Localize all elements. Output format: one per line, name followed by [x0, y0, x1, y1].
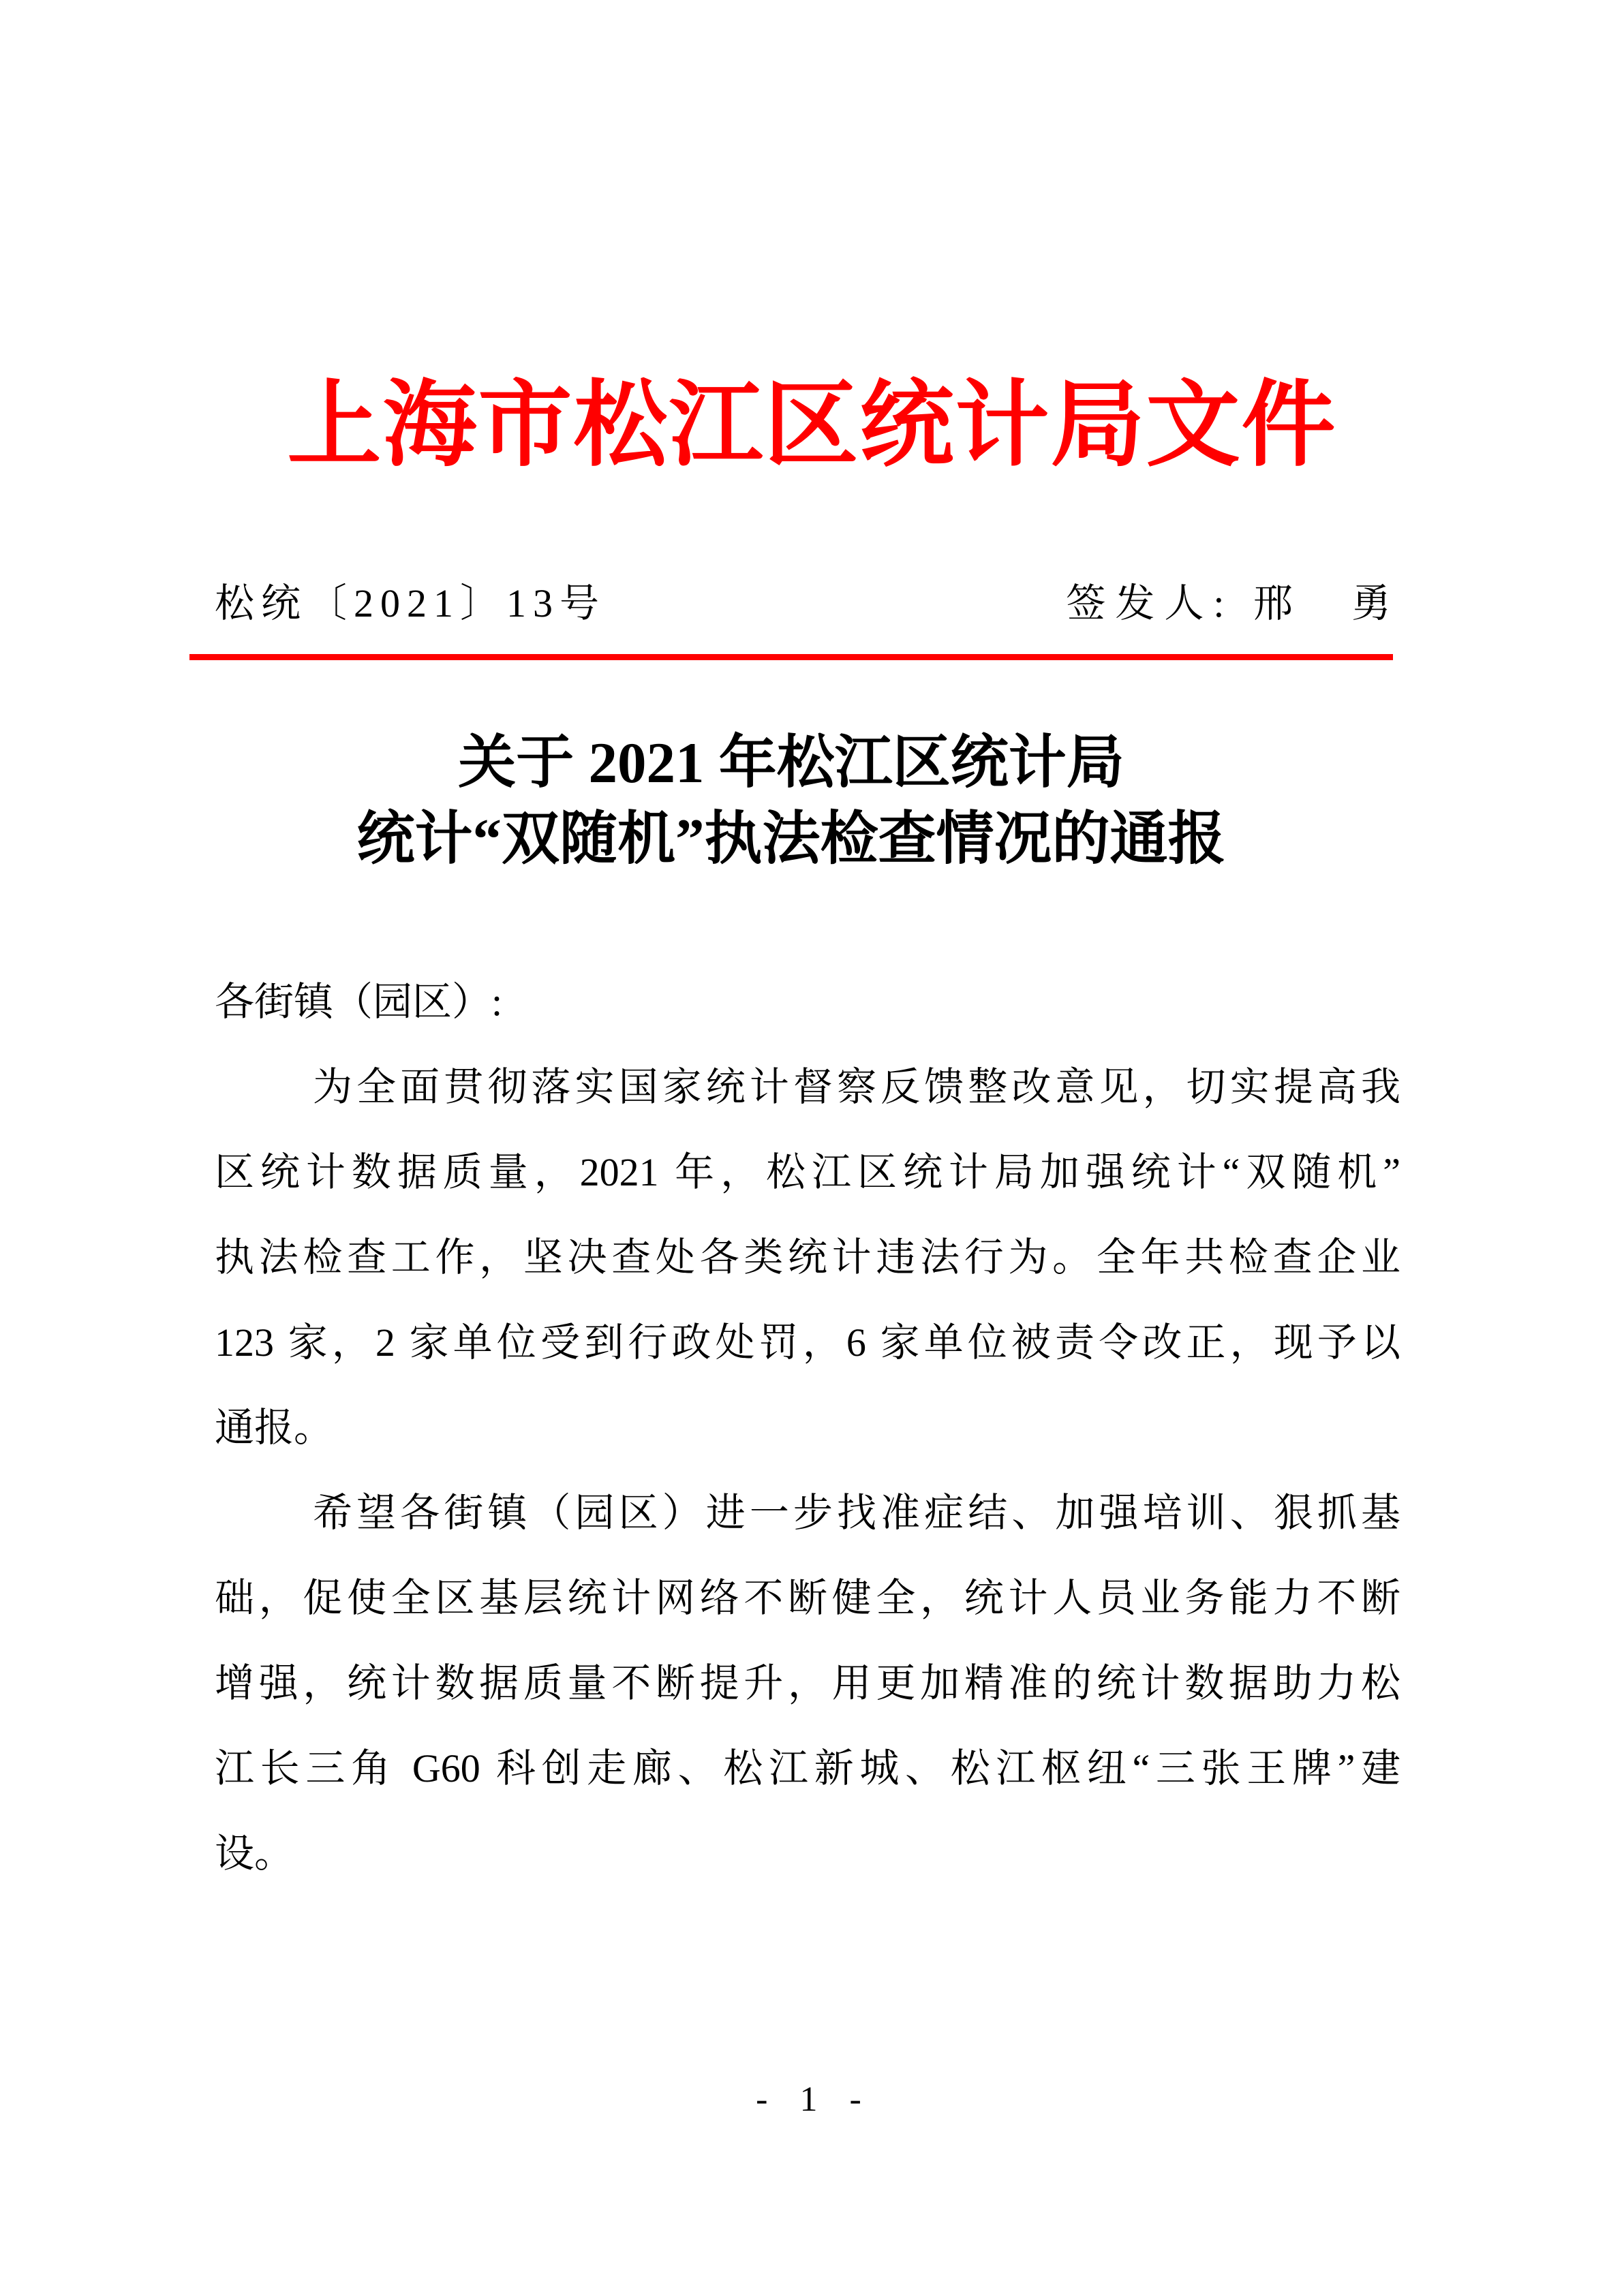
page-number: - 1 -	[756, 2080, 868, 2119]
red-divider-line	[189, 654, 1393, 660]
document-number-row	[215, 576, 1400, 631]
document-title-line-1: 关于 2021 年松江区统计局	[458, 731, 1124, 795]
salutation-line: 各街镇（园区）:	[215, 980, 503, 1024]
document-title	[189, 725, 1393, 878]
body-line: 设。	[215, 1831, 294, 1876]
document-title-line-2: 统计“双随机”执法检查情况的通报	[356, 807, 1226, 871]
body-line: 础，促使全区基层统计网络不断健全，统计人员业务能力不断	[215, 1576, 1400, 1620]
body-line: 为全面贯彻落实国家统计督察反馈整改意见，切实提高我	[313, 1065, 1400, 1109]
body-line: 希望各街镇（园区）进一步找准症结、加强培训、狠抓基	[313, 1491, 1400, 1535]
document-number: 松统〔2021〕13号	[215, 581, 607, 625]
body-line: 江长三角 G60 科创走廊、松江新城、松江枢纽“三张王牌”建	[215, 1746, 1400, 1790]
body-line: 执法检查工作，坚决查处各类统计违法行为。全年共检查企业	[215, 1235, 1400, 1279]
document-body	[215, 959, 1400, 1896]
body-line: 区统计数据质量，2021 年，松江区统计局加强统计“双随机”	[215, 1150, 1400, 1194]
body-line: 通报。	[215, 1406, 334, 1450]
body-line: 增强，统计数据质量不断提升，用更加精准的统计数据助力松	[215, 1661, 1400, 1705]
signer-name: 签发人: 邢 勇	[1066, 581, 1400, 625]
body-line: 123 家，2 家单位受到行政处罚，6 家单位被责令改正，现予以	[215, 1320, 1400, 1365]
document-masthead-title: 上海市松江区统计局文件	[287, 373, 1337, 478]
